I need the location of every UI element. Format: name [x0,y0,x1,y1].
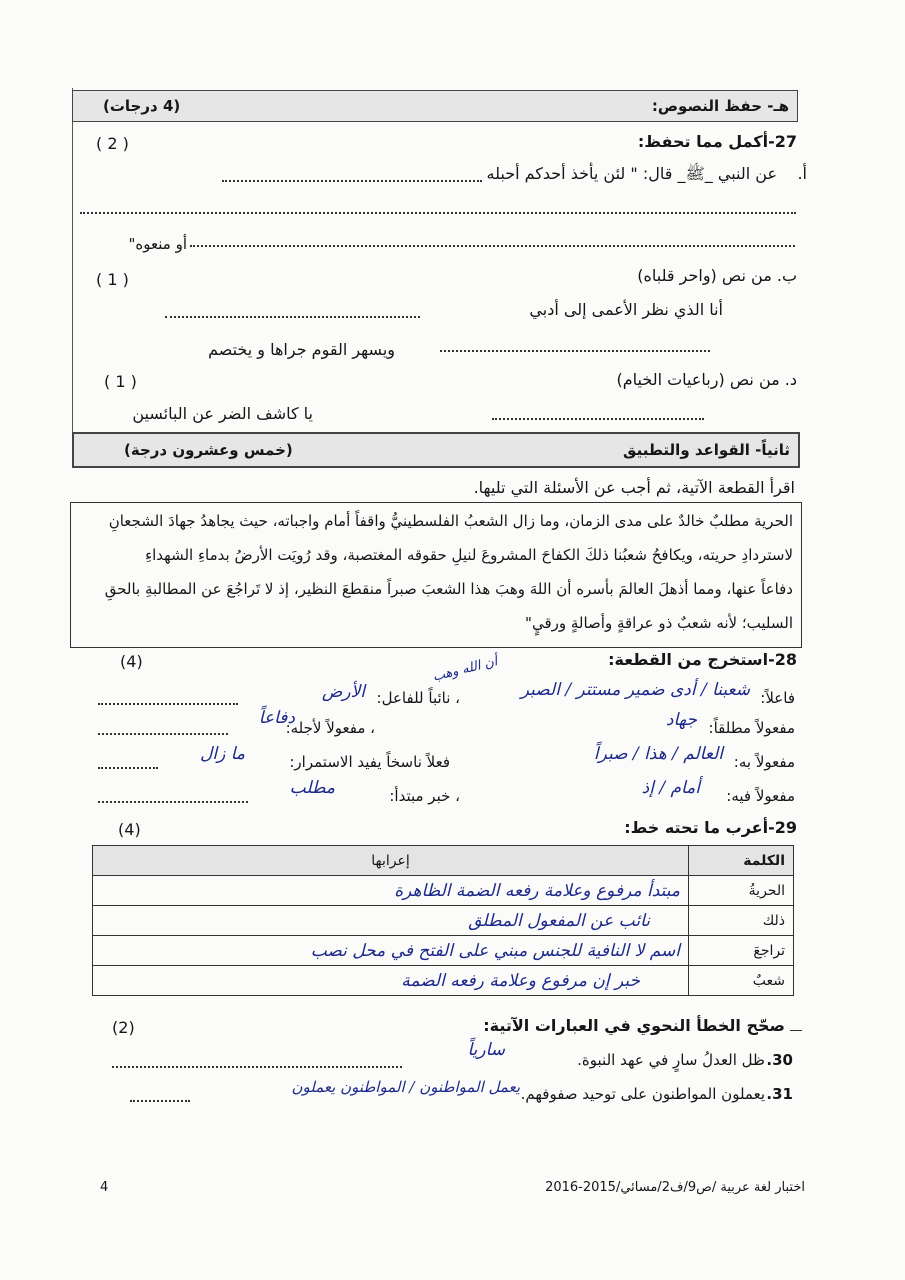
section2-header [72,432,800,468]
footer-info: اختبار لغة عربية /ص9/ف2/مسائي/2015-2016 [545,1180,805,1195]
q31-text: يعملون المواطنون على توحيد صفوفهم. [520,1085,765,1103]
answer-line[interactable] [98,767,158,769]
q28-title: 28-استخرج من القطعة: [608,650,797,669]
col-word-header: الكلمة [689,846,794,876]
q29-title: 29-أعرب ما تحته خط: [624,818,797,837]
table-row [93,906,794,936]
q27a-label: أ. [797,164,807,183]
q27b-verse2: ويسهر القوم جراها و يختصم [208,340,395,359]
q31-num: 31. [766,1085,793,1103]
hw-verb: ما زال [200,744,245,764]
parsing-table [92,845,794,996]
q28-row2a: مفعولاً مطلقاً: [708,719,795,737]
table-row [93,936,794,966]
q28-marks: (4) [120,652,143,671]
hw-q30: سارياً [467,1040,505,1060]
row-parse[interactable] [93,876,689,906]
table-row [93,966,794,996]
row-word: الحريةُ [689,876,794,906]
hw-q31: يعمل المواطنون / المواطنون يعملون [291,1078,520,1096]
table-row [93,876,794,906]
row-parse[interactable] [93,906,689,936]
passage-line: لاستردادِ حريته، ويكافحُ شعبُنا ذلكَ الكفاحَ المشروعَ لنيلِ حقوقه المغتصبة، وقد رُويَت الأرضُ بدماءِ الشهداءِ [145,546,793,564]
answer-line[interactable] [492,418,704,420]
answer-line[interactable] [80,212,796,214]
passage-line: السليب؛ لأنه شعبٌ ذو عراقةٍ وأصالةٍ ورقيٍ" [525,614,793,632]
hw-adverb: أمام / إذ [641,778,700,798]
passage-box [70,502,802,648]
correct-marks: (2) [112,1018,135,1037]
hw-subject-top: أن الله وهب [431,654,500,685]
q27d-label: د. من نص (رباعيات الخيام) [616,370,797,389]
row-word: شعبٌ [689,966,794,996]
hw-predicate: مطلب [289,778,335,798]
answer-line[interactable] [222,180,482,182]
section2-marks: (خمس وعشرون درجة) [124,441,293,459]
hw-parse: خبر إن مرفوع وعلامة رفعه الضمة [401,970,640,991]
passage-line: دفاعاً عنها، ومما أذهلَ العالمَ بأسره أن اللهَ وهبَ هذا الشعبَ صبراً منقطعَ النظير، إذ لا تَراجُعَ عن المطالبةِ بالحقِ [104,580,793,598]
row-word: تراجعَ [689,936,794,966]
correct-title: صحّح الخطأ النحوي في العبارات الآتية: [483,1016,785,1035]
section-h-title: هـ- حفظ النصوص: [651,97,789,115]
q28-row4a: مفعولاً فيه: [726,787,795,805]
q29-marks: (4) [118,820,141,839]
q28-row4b: ، خبر مبتدأ: [389,787,460,805]
answer-line[interactable] [165,316,420,318]
q27a-text: عن النبي _ﷺ_ قال: " لئن يأخذ أحدكم أحبله [486,164,777,183]
q27-marks: ( 2 ) [96,134,129,153]
row-parse[interactable] [93,966,689,996]
answer-line[interactable] [98,703,238,705]
q28-row2b: ، مفعولاً لأجله: [285,719,375,737]
answer-line[interactable] [440,350,710,352]
q27b-verse1: أنا الذي نظر الأعمى إلى أدبي [529,300,723,319]
hw-object: العالم / هذا / صبراً [593,744,723,764]
col-parse-header: إعرابها [93,846,689,876]
hw-parse: نائب عن المفعول المطلق [468,910,650,931]
row-parse[interactable] [93,936,689,966]
hw-absolute: جهاد [665,710,697,730]
section-h-marks: (4 درجات) [103,97,181,115]
q30-num: 30. [766,1051,793,1069]
passage-line: الحرية مطلبٌ خالدٌ على مدى الزمان، وما زال الشعبُ الفلسطينيُّ واقفاً أمام واجباته، حيث يجاهدُ جهادَ الشجعانِ [108,512,793,530]
q28-row1a: فاعلاً: [760,689,795,707]
answer-line[interactable] [190,245,795,247]
hw-subject: شعبنا / أدى ضمير مستتر / الصبر [520,680,750,700]
instruction: اقرأ القطعة الآتية، ثم أجب عن الأسئلة التي تليها. [473,478,795,497]
dash [790,1030,802,1031]
answer-line[interactable] [98,801,248,803]
q28-row3b: فعلاً ناسخاً يفيد الاستمرار: [289,753,450,771]
hw-passive: الأرض [321,682,365,702]
section-h-header [72,90,798,122]
q28-row1b: ، نائباً للفاعل: [376,689,460,707]
left-border [72,88,73,443]
row-word: ذلك [689,906,794,936]
hw-parse: اسم لا النافية للجنس مبني على الفتح في محل نصب [310,940,680,961]
answer-line[interactable] [112,1066,402,1068]
q30-text: ظل العدلُ سارٍ في عهد النبوة. [577,1051,765,1069]
q27d-verse: يا كاشف الضر عن البائسين [132,404,313,423]
q27a-end: أو منعوه" [128,235,187,253]
hw-parse: مبتدأ مرفوع وعلامة رفعه الضمة الظاهرة [394,880,680,901]
answer-line[interactable] [98,733,228,735]
answer-line[interactable] [130,1100,190,1102]
q27-title: 27-أكمل مما تحفظ: [637,132,797,151]
hw-purpose: دفاعاً [258,708,295,728]
q27b-marks: ( 1 ) [96,270,129,289]
q28-row3a: مفعولاً به: [733,753,795,771]
q27d-marks: ( 1 ) [104,372,137,391]
q27b-label: ب. من نص (واحر قلباه) [637,266,797,285]
page-number: 4 [100,1180,109,1195]
section2-title: ثانياً- القواعد والتطبيق [623,441,790,459]
